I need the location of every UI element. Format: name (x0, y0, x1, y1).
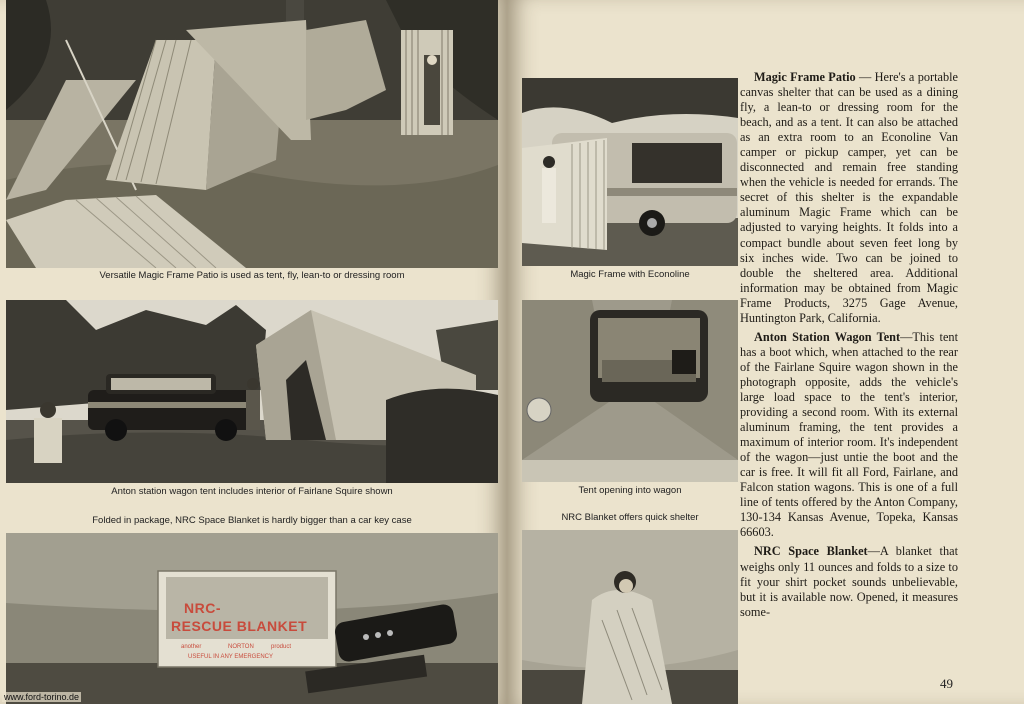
right-page (507, 0, 1024, 704)
text-anton: —This tent has a boot which, when attached to the rear of the Fairlane Squire wagon shown in the photograph opposite, adds the vehicle's large load space to the tent's interior, providing a second room. With its external aluminum framing, the tent provides a maximum of interior room. It's independent of the wagon—just untie the boot and the car is free. It will fit all Ford, Fairlane, and Falcon station wagons. This is one of a full line of tents offered by the Anton Company, 130-134 Kansas Avenue, Topeka, Kansas 66603. (740, 329, 958, 540)
package-small-left: another (181, 644, 202, 650)
package-tagline: USEFUL IN ANY EMERGENCY (188, 654, 274, 660)
caption-tent-opening: Tent opening into wagon (578, 485, 682, 496)
page-number: 49 (940, 676, 953, 691)
photo-tent-opening (522, 300, 738, 482)
caption-patio: Versatile Magic Frame Patio is used as tent, fly, lean-to or dressing room (99, 270, 405, 281)
photo-nrc-package (6, 533, 498, 704)
watermark: www.ford-torino.de (4, 692, 80, 702)
package-small-right: product (271, 644, 292, 650)
package-title-line2: RESCUE BLANKET (171, 618, 308, 634)
heading-magic-frame: Magic Frame Patio (754, 70, 856, 84)
caption-nrc-shelter: NRC Blanket offers quick shelter (561, 512, 699, 523)
paragraph-anton (740, 330, 958, 541)
text-nrc: —A blanket that weighs only 11 ounces and folds to a size to fit your shirt pocket sounds unbelievable, but it is available now. Opened, it measures some- (740, 544, 958, 619)
caption-nrc-package: Folded in package, NRC Space Blanket is hardly bigger than a car key case (92, 515, 412, 526)
photo-nrc-shelter (522, 530, 738, 704)
paragraph-magic-frame (740, 70, 958, 326)
package-brand: NORTON (228, 644, 254, 650)
caption-econoline: Magic Frame with Econoline (570, 269, 690, 280)
heading-anton: Anton Station Wagon Tent (754, 329, 901, 344)
text-magic-frame: — Here's a portable canvas shelter that can be used as a dining fly, a lean-to or dressing room for the beach, and as a tent. It can also be attached as an extra room to an Econoline Van camper or pickup camper, yet can be disconnected and remain free standing when the vehicle is needed for errands. The secret of this shelter is the expandable aluminum Magic Frame which can be adjusted to varying heights. It folds into a compact bundle about seven feet long by six inches wide. Two can be joined to double the sheltered area. Additional information may be obtained from Magic Frame Products, 3275 Gage Avenue, Huntington Park, California. (740, 70, 958, 325)
caption-anton: Anton station wagon tent includes interior of Fairlane Squire shown (111, 486, 393, 497)
left-page (0, 0, 507, 704)
photo-econoline (522, 78, 738, 266)
heading-nrc: NRC Space Blanket (754, 544, 868, 559)
photo-anton-wagon-tent (6, 300, 498, 483)
package-title-line1: NRC- (184, 600, 221, 616)
photo-magic-frame-patio (6, 0, 498, 268)
paragraph-nrc (740, 544, 958, 619)
article-text (740, 70, 958, 624)
